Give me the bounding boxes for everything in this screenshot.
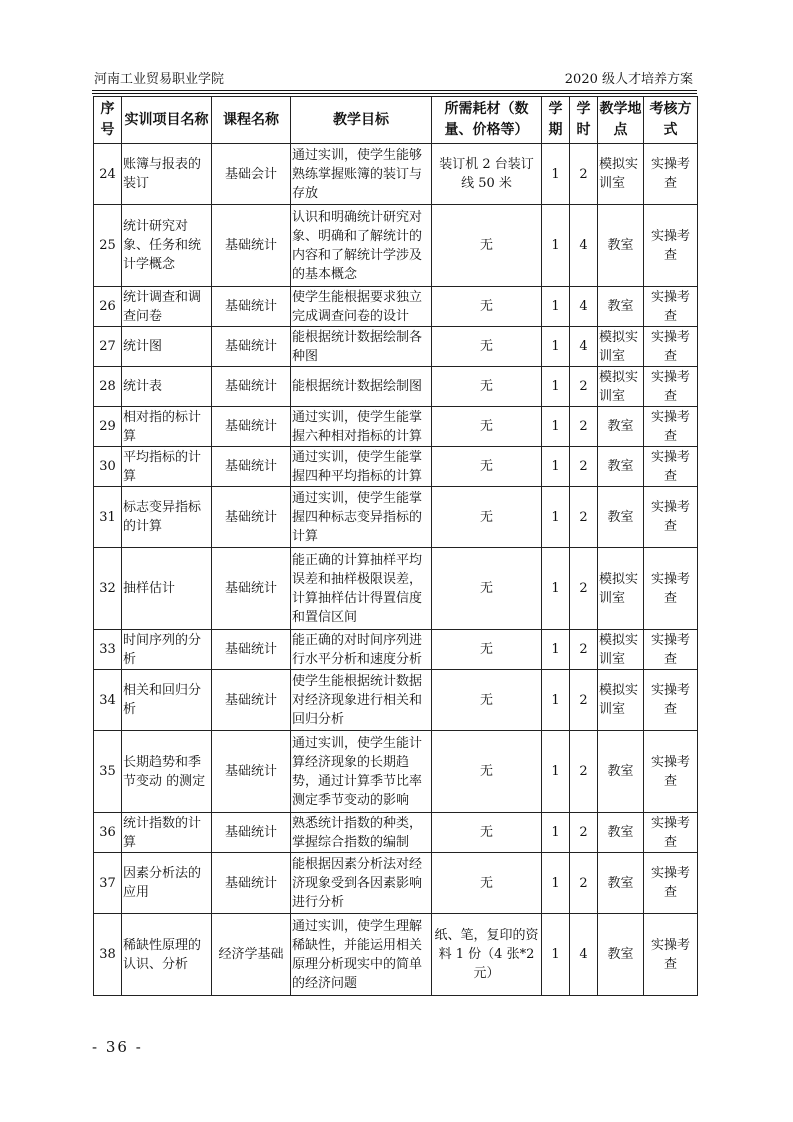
table-row — [94, 914, 698, 996]
cell-materials: 无 — [432, 731, 542, 813]
cell-course: 基础统计 — [212, 327, 291, 367]
cell-materials: 装订机 2 台装订线 50 米 — [432, 144, 542, 205]
cell-term: 1 — [542, 144, 570, 205]
header-rule — [92, 90, 697, 91]
col-header-term: 学期 — [542, 97, 570, 144]
cell-materials: 无 — [432, 407, 542, 447]
cell-hours: 2 — [570, 813, 598, 853]
cell-hours: 2 — [570, 487, 598, 548]
cell-goal: 能根据统计数据绘制图 — [291, 367, 432, 407]
table-row — [94, 327, 698, 367]
cell-goal: 通过实训，使学生能计算经济现象的长期趋势，通过计算季节比率测定季节变动的影响 — [291, 731, 432, 813]
table-row — [94, 407, 698, 447]
cell-no: 32 — [94, 548, 122, 630]
cell-project: 相对指的标计算 — [122, 407, 212, 447]
cell-goal: 能根据统计数据绘制各种图 — [291, 327, 432, 367]
cell-materials: 无 — [432, 287, 542, 327]
col-header-assess: 考核方式 — [644, 97, 698, 144]
cell-hours: 2 — [570, 447, 598, 487]
cell-hours: 4 — [570, 287, 598, 327]
cell-hours: 4 — [570, 914, 598, 996]
cell-term: 1 — [542, 407, 570, 447]
cell-place: 教室 — [598, 487, 644, 548]
cell-course: 基础统计 — [212, 367, 291, 407]
cell-term: 1 — [542, 813, 570, 853]
cell-materials: 无 — [432, 447, 542, 487]
cell-place: 模拟实训室 — [598, 367, 644, 407]
cell-goal: 能正确的计算抽样平均误差和抽样极限误差，计算抽样估计得置信度和置信区间 — [291, 548, 432, 630]
cell-term: 1 — [542, 287, 570, 327]
cell-place: 教室 — [598, 447, 644, 487]
cell-materials: 无 — [432, 670, 542, 731]
cell-course: 基础统计 — [212, 731, 291, 813]
cell-project: 抽样估计 — [122, 548, 212, 630]
cell-assess: 实操考查 — [644, 630, 698, 670]
cell-assess: 实操考查 — [644, 205, 698, 287]
cell-hours: 4 — [570, 205, 598, 287]
cell-place: 教室 — [598, 853, 644, 914]
cell-course: 基础统计 — [212, 487, 291, 548]
table-header-row — [94, 97, 698, 144]
cell-place: 模拟实训室 — [598, 144, 644, 205]
cell-place: 教室 — [598, 731, 644, 813]
cell-no: 27 — [94, 327, 122, 367]
cell-goal: 使学生能根据要求独立完成调查问卷的设计 — [291, 287, 432, 327]
cell-hours: 2 — [570, 670, 598, 731]
cell-goal: 熟悉统计指数的种类，掌握综合指数的编制 — [291, 813, 432, 853]
table-row — [94, 287, 698, 327]
header-institution: 河南工业贸易职业学院 — [94, 72, 225, 87]
table-row — [94, 144, 698, 205]
header-rule-thin — [92, 93, 697, 94]
cell-course: 基础统计 — [212, 630, 291, 670]
cell-no: 29 — [94, 407, 122, 447]
cell-course: 经济学基础 — [212, 914, 291, 996]
col-header-project: 实训项目名称 — [122, 97, 212, 144]
col-header-no: 序号 — [94, 97, 122, 144]
cell-course: 基础统计 — [212, 853, 291, 914]
cell-project: 标志变异指标的计算 — [122, 487, 212, 548]
cell-assess: 实操考查 — [644, 144, 698, 205]
cell-goal: 认识和明确统计研究对象、明确和了解统计的内容和了解统计学涉及的基本概念 — [291, 205, 432, 287]
cell-assess: 实操考查 — [644, 487, 698, 548]
cell-project: 统计调查和调查问卷 — [122, 287, 212, 327]
cell-assess: 实操考查 — [644, 548, 698, 630]
page-number: - 36 - — [92, 1038, 143, 1056]
cell-project: 相关和回归分析 — [122, 670, 212, 731]
col-header-materials: 所需耗材（数量、价格等） — [432, 97, 542, 144]
cell-term: 1 — [542, 630, 570, 670]
cell-term: 1 — [542, 670, 570, 731]
cell-no: 34 — [94, 670, 122, 731]
cell-goal: 能正确的对时间序列进行水平分析和速度分析 — [291, 630, 432, 670]
cell-course: 基础统计 — [212, 287, 291, 327]
cell-no: 31 — [94, 487, 122, 548]
cell-no: 28 — [94, 367, 122, 407]
table-row — [94, 205, 698, 287]
table-row — [94, 731, 698, 813]
cell-project: 时间序列的分析 — [122, 630, 212, 670]
cell-project: 账簿与报表的装订 — [122, 144, 212, 205]
cell-project: 因素分析法的应用 — [122, 853, 212, 914]
cell-assess: 实操考查 — [644, 447, 698, 487]
cell-assess: 实操考查 — [644, 813, 698, 853]
table-row — [94, 548, 698, 630]
cell-goal: 通过实训，使学生能够熟练掌握账簿的装订与存放 — [291, 144, 432, 205]
cell-no: 33 — [94, 630, 122, 670]
cell-place: 教室 — [598, 407, 644, 447]
cell-project: 平均指标的计算 — [122, 447, 212, 487]
cell-goal: 通过实训，使学生理解稀缺性，并能运用相关原理分析现实中的简单的经济问题 — [291, 914, 432, 996]
cell-goal: 通过实训，使学生能掌握六种相对指标的计算 — [291, 407, 432, 447]
cell-hours: 2 — [570, 407, 598, 447]
cell-place: 教室 — [598, 813, 644, 853]
cell-assess: 实操考查 — [644, 287, 698, 327]
cell-assess: 实操考查 — [644, 670, 698, 731]
cell-materials: 无 — [432, 813, 542, 853]
cell-no: 26 — [94, 287, 122, 327]
header-program: 2020 级人才培养方案 — [564, 72, 693, 87]
cell-goal: 使学生能根据统计数据对经济现象进行相关和回归分析 — [291, 670, 432, 731]
cell-project: 统计图 — [122, 327, 212, 367]
cell-materials: 纸、笔，复印的资料 1 份（4 张*2 元） — [432, 914, 542, 996]
cell-hours: 2 — [570, 731, 598, 813]
cell-materials: 无 — [432, 487, 542, 548]
table-row — [94, 487, 698, 548]
cell-term: 1 — [542, 327, 570, 367]
cell-no: 35 — [94, 731, 122, 813]
cell-materials: 无 — [432, 548, 542, 630]
cell-place: 教室 — [598, 287, 644, 327]
col-header-place: 教学地点 — [598, 97, 644, 144]
cell-term: 1 — [542, 853, 570, 914]
cell-course: 基础统计 — [212, 813, 291, 853]
cell-no: 38 — [94, 914, 122, 996]
cell-course: 基础统计 — [212, 548, 291, 630]
cell-assess: 实操考查 — [644, 914, 698, 996]
cell-project: 统计指数的计算 — [122, 813, 212, 853]
cell-assess: 实操考查 — [644, 853, 698, 914]
cell-assess: 实操考查 — [644, 327, 698, 367]
col-header-course: 课程名称 — [212, 97, 291, 144]
cell-place: 模拟实训室 — [598, 630, 644, 670]
cell-hours: 2 — [570, 548, 598, 630]
cell-assess: 实操考查 — [644, 731, 698, 813]
cell-course: 基础统计 — [212, 447, 291, 487]
cell-goal: 能根据因素分析法对经济现象受到各因素影响进行分析 — [291, 853, 432, 914]
cell-term: 1 — [542, 548, 570, 630]
cell-hours: 4 — [570, 327, 598, 367]
table-row — [94, 367, 698, 407]
training-table — [93, 96, 698, 996]
cell-term: 1 — [542, 914, 570, 996]
cell-no: 37 — [94, 853, 122, 914]
cell-hours: 2 — [570, 367, 598, 407]
table-row — [94, 670, 698, 731]
cell-place: 教室 — [598, 914, 644, 996]
cell-goal: 通过实训，使学生能掌握四种平均指标的计算 — [291, 447, 432, 487]
cell-hours: 2 — [570, 853, 598, 914]
cell-goal: 通过实训，使学生能掌握四种标志变异指标的计算 — [291, 487, 432, 548]
cell-place: 模拟实训室 — [598, 548, 644, 630]
cell-term: 1 — [542, 205, 570, 287]
cell-place: 教室 — [598, 205, 644, 287]
cell-course: 基础会计 — [212, 144, 291, 205]
cell-no: 30 — [94, 447, 122, 487]
col-header-goal: 教学目标 — [291, 97, 432, 144]
cell-no: 36 — [94, 813, 122, 853]
cell-assess: 实操考查 — [644, 407, 698, 447]
cell-course: 基础统计 — [212, 407, 291, 447]
cell-project: 长期趋势和季节变动 的测定 — [122, 731, 212, 813]
cell-materials: 无 — [432, 853, 542, 914]
cell-term: 1 — [542, 487, 570, 548]
table-row — [94, 630, 698, 670]
cell-project: 稀缺性原理的认识、分析 — [122, 914, 212, 996]
cell-materials: 无 — [432, 327, 542, 367]
cell-project: 统计研究对象、任务和统计学概念 — [122, 205, 212, 287]
cell-course: 基础统计 — [212, 205, 291, 287]
cell-term: 1 — [542, 447, 570, 487]
cell-term: 1 — [542, 731, 570, 813]
cell-materials: 无 — [432, 630, 542, 670]
cell-materials: 无 — [432, 205, 542, 287]
cell-place: 模拟实训室 — [598, 670, 644, 731]
table-row — [94, 853, 698, 914]
cell-course: 基础统计 — [212, 670, 291, 731]
col-header-hours: 学时 — [570, 97, 598, 144]
cell-project: 统计表 — [122, 367, 212, 407]
cell-no: 24 — [94, 144, 122, 205]
table-row — [94, 813, 698, 853]
cell-materials: 无 — [432, 367, 542, 407]
table-row — [94, 447, 698, 487]
cell-assess: 实操考查 — [644, 367, 698, 407]
cell-place: 模拟实训室 — [598, 327, 644, 367]
cell-hours: 2 — [570, 144, 598, 205]
cell-no: 25 — [94, 205, 122, 287]
cell-term: 1 — [542, 367, 570, 407]
cell-hours: 2 — [570, 630, 598, 670]
